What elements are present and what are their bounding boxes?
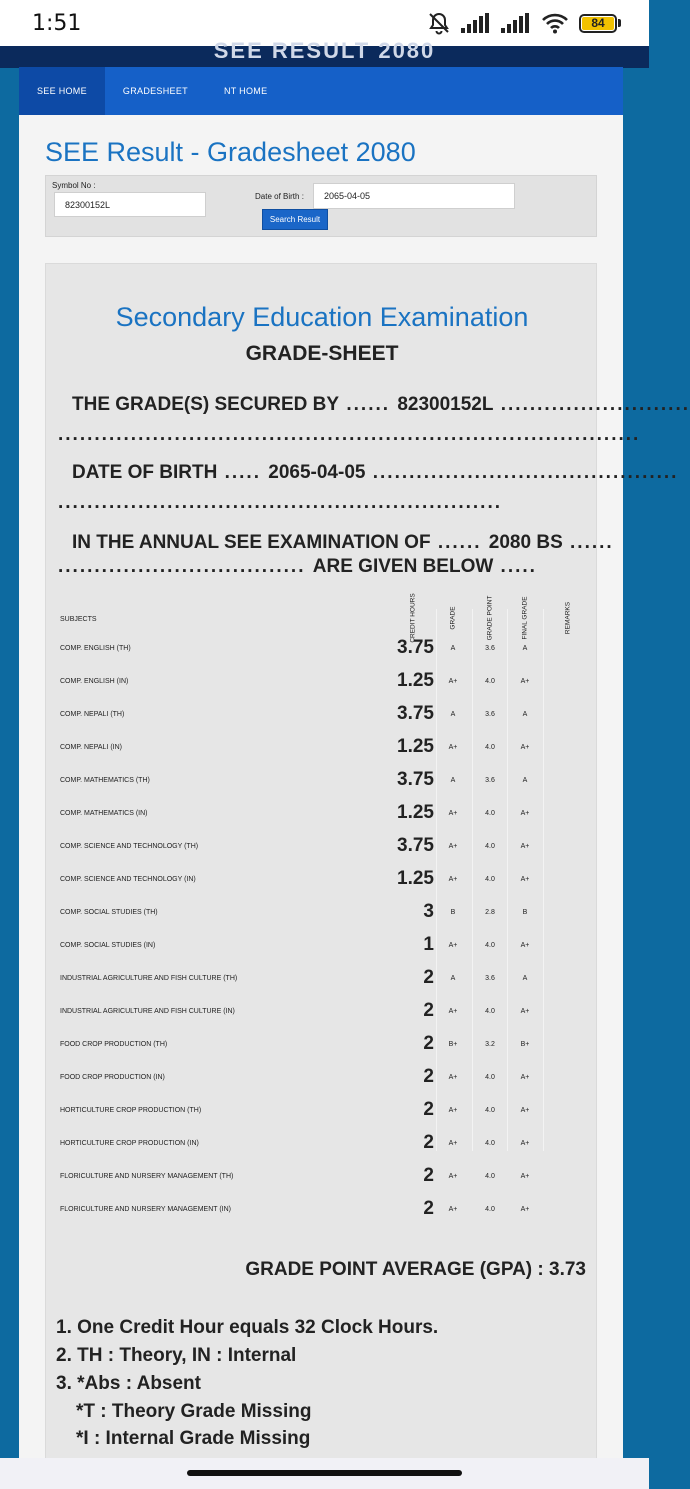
row-credit: 3.75 [397, 835, 434, 856]
row-final-grade: B+ [520, 1041, 530, 1048]
row-grade-point: 4.0 [485, 942, 495, 949]
row-grade-point: 4.0 [485, 1206, 495, 1213]
row-credit: 2 [423, 1165, 434, 1186]
row-grade-point: 4.0 [485, 1173, 495, 1180]
row-credit: 2 [423, 1099, 434, 1120]
header-grade: GRADE [449, 606, 457, 630]
secured-by-line: THE GRADE(S) SECURED BY ...... 82300152L .......................... [72, 394, 690, 415]
nav-gradesheet[interactable]: GRADESHEET [122, 86, 188, 96]
battery-icon [579, 14, 621, 33]
row-final-grade: A+ [520, 843, 530, 850]
row-subject: FOOD CROP PRODUCTION (IN) [60, 1074, 165, 1081]
row-grade-point: 3.6 [485, 711, 495, 718]
row-credit: 3.75 [397, 703, 434, 724]
row-grade-point: 4.0 [485, 1107, 495, 1114]
sheet-subtitle: GRADE-SHEET [245, 342, 399, 365]
note-item: 2. TH : Theory, IN : Internal [56, 1345, 297, 1366]
row-grade: A+ [448, 810, 458, 817]
given-below-line: .................................. ARE GIVEN BELOW ..... [58, 556, 537, 577]
row-final-grade: A+ [520, 1140, 530, 1147]
row-grade: A+ [448, 1206, 458, 1213]
sheet-dob: 2065-04-05 [268, 462, 366, 483]
row-grade: A+ [448, 942, 458, 949]
header-grade-point: GRADE POINT [486, 595, 494, 641]
row-grade-point: 3.6 [485, 975, 495, 982]
row-subject: INDUSTRIAL AGRICULTURE AND FISH CULTURE (TH) [60, 975, 238, 982]
row-final-grade: A [522, 975, 528, 982]
header-remarks: REMARKS [564, 601, 572, 635]
status-time: 1:51 [32, 10, 82, 36]
note-item: 3. *Abs : Absent [56, 1373, 201, 1394]
table-header [46, 593, 598, 643]
row-final-grade: A+ [520, 1074, 530, 1081]
header-final-grade: FINAL GRADE [521, 596, 529, 640]
table-row [46, 1029, 598, 1062]
home-gesture-bar[interactable] [187, 1470, 462, 1476]
row-credit: 3.75 [397, 637, 434, 658]
row-credit: 1.25 [397, 670, 434, 691]
row-grade: A+ [448, 1107, 458, 1114]
table-row [46, 1194, 598, 1227]
row-subject: FLORICULTURE AND NURSERY MANAGEMENT (IN) [60, 1206, 232, 1213]
row-credit: 2 [423, 1000, 434, 1021]
row-credit: 1.25 [397, 868, 434, 889]
note-item: *T : Theory Grade Missing [76, 1401, 312, 1422]
row-credit: 1.25 [397, 802, 434, 823]
dob-input[interactable]: 2065-04-05 [313, 183, 515, 209]
row-grade-point: 4.0 [485, 876, 495, 883]
system-nav-bar [0, 1458, 649, 1489]
table-row [46, 1095, 598, 1128]
row-subject: COMP. SOCIAL STUDIES (TH) [60, 909, 158, 916]
table-row [46, 765, 598, 798]
row-grade: A+ [448, 1074, 458, 1081]
row-grade-point: 4.0 [485, 678, 495, 685]
row-credit: 2 [423, 1033, 434, 1054]
table-row [46, 963, 598, 996]
symbol-input[interactable]: 82300152L [54, 192, 206, 217]
row-subject: COMP. MATHEMATICS (IN) [60, 810, 148, 817]
main-nav [19, 67, 623, 115]
battery-level: 84 [582, 17, 614, 30]
row-grade-point: 4.0 [485, 744, 495, 751]
page-title: SEE Result - Gradesheet 2080 [45, 137, 416, 167]
row-final-grade: A [522, 645, 528, 652]
table-row [46, 798, 598, 831]
row-credit: 3 [423, 901, 434, 922]
row-grade: A+ [448, 744, 458, 751]
row-subject: COMP. MATHEMATICS (TH) [60, 777, 150, 784]
row-final-grade: A+ [520, 678, 530, 685]
row-grade-point: 4.0 [485, 810, 495, 817]
row-subject: INDUSTRIAL AGRICULTURE AND FISH CULTURE (IN) [60, 1008, 235, 1015]
table-row [46, 1062, 598, 1095]
page-content [19, 115, 690, 1465]
row-final-grade: A+ [520, 810, 530, 817]
row-grade: A [450, 645, 456, 652]
table-row [46, 1128, 598, 1161]
row-subject: COMP. SCIENCE AND TECHNOLOGY (TH) [60, 843, 199, 850]
row-credit: 2 [423, 967, 434, 988]
mute-icon [427, 11, 451, 35]
dotted-line: ................................................................................ [58, 424, 641, 445]
table-row [46, 666, 598, 699]
sheet-symbol: 82300152L [397, 394, 494, 415]
row-grade: A+ [448, 843, 458, 850]
dotted-line: ............................................................. [58, 492, 503, 513]
row-subject: COMP. ENGLISH (IN) [60, 678, 129, 685]
row-final-grade: B [522, 909, 528, 916]
table-row [46, 1161, 598, 1194]
row-grade-point: 3.2 [485, 1041, 495, 1048]
header-credit-hours: CREDIT HOURS [409, 593, 417, 643]
row-grade-point: 2.8 [485, 909, 495, 916]
row-grade-point: 3.6 [485, 777, 495, 784]
nav-nt-home[interactable]: NT HOME [223, 86, 268, 96]
dob-line: DATE OF BIRTH ..... 2065-04-05 .......................................... [72, 462, 679, 483]
row-grade: A [450, 711, 456, 718]
row-subject: COMP. ENGLISH (TH) [60, 645, 131, 652]
row-final-grade: A+ [520, 1206, 530, 1213]
grade-sheet [45, 263, 690, 1473]
row-credit: 2 [423, 1132, 434, 1153]
row-credit: 2 [423, 1198, 434, 1219]
symbol-label: Symbol No : [52, 181, 96, 190]
search-form [45, 175, 597, 237]
row-subject: COMP. SOCIAL STUDIES (IN) [60, 942, 156, 949]
row-credit: 1 [423, 934, 434, 955]
exam-line: IN THE ANNUAL SEE EXAMINATION OF ...... 2080 BS ...... [72, 532, 614, 553]
row-grade: B+ [448, 1041, 458, 1048]
row-subject: FOOD CROP PRODUCTION (TH) [60, 1041, 168, 1048]
note-item: 1. One Credit Hour equals 32 Clock Hours. [56, 1317, 439, 1338]
table-row [46, 897, 598, 930]
table-row [46, 732, 598, 765]
row-final-grade: A [522, 711, 528, 718]
row-final-grade: A [522, 777, 528, 784]
signal-icon [461, 13, 491, 33]
row-credit: 3.75 [397, 769, 434, 790]
dob-label: Date of Birth : [255, 192, 304, 201]
row-subject: COMP. NEPALI (IN) [60, 744, 122, 751]
note-item: *I : Internal Grade Missing [76, 1428, 311, 1449]
row-subject: HORTICULTURE CROP PRODUCTION (IN) [60, 1140, 199, 1147]
row-grade: A+ [448, 1008, 458, 1015]
row-grade-point: 4.0 [485, 843, 495, 850]
row-grade-point: 4.0 [485, 1008, 495, 1015]
row-grade-point: 4.0 [485, 1074, 495, 1081]
sheet-title: Secondary Education Examination [115, 302, 529, 332]
row-grade: B [450, 909, 456, 916]
row-grade: A [450, 777, 456, 784]
signal-icon [501, 13, 531, 33]
row-grade: A [450, 975, 456, 982]
row-final-grade: A+ [520, 744, 530, 751]
row-grade: A+ [448, 678, 458, 685]
row-subject: COMP. NEPALI (TH) [60, 711, 125, 718]
table-row [46, 831, 598, 864]
table-row [46, 633, 598, 666]
site-header-title: SEE RESULT 2080 [213, 38, 436, 63]
row-credit: 1.25 [397, 736, 434, 757]
row-grade: A+ [448, 876, 458, 883]
status-icons [427, 11, 621, 35]
header-subjects: SUBJECTS [60, 616, 97, 623]
row-grade: A+ [448, 1140, 458, 1147]
nav-see-home[interactable]: SEE HOME [19, 67, 105, 115]
site-header [0, 38, 649, 68]
row-final-grade: A+ [520, 942, 530, 949]
row-final-grade: A+ [520, 876, 530, 883]
table-row [46, 699, 598, 732]
row-subject: FLORICULTURE AND NURSERY MANAGEMENT (TH) [60, 1173, 234, 1180]
search-result-button[interactable]: Search Result [262, 209, 328, 230]
row-subject: COMP. SCIENCE AND TECHNOLOGY (IN) [60, 876, 196, 883]
table-row [46, 996, 598, 1029]
row-grade-point: 3.6 [485, 645, 495, 652]
table-row [46, 864, 598, 897]
wifi-icon [541, 12, 569, 34]
row-final-grade: A+ [520, 1107, 530, 1114]
row-credit: 2 [423, 1066, 434, 1087]
row-grade: A+ [448, 1173, 458, 1180]
table-row [46, 930, 598, 963]
sheet-exam-year: 2080 BS [488, 532, 563, 553]
row-final-grade: A+ [520, 1173, 530, 1180]
row-subject: HORTICULTURE CROP PRODUCTION (TH) [60, 1107, 202, 1114]
gpa-summary: GRADE POINT AVERAGE (GPA) : 3.73 [245, 1259, 586, 1280]
row-grade-point: 4.0 [485, 1140, 495, 1147]
row-final-grade: A+ [520, 1008, 530, 1015]
